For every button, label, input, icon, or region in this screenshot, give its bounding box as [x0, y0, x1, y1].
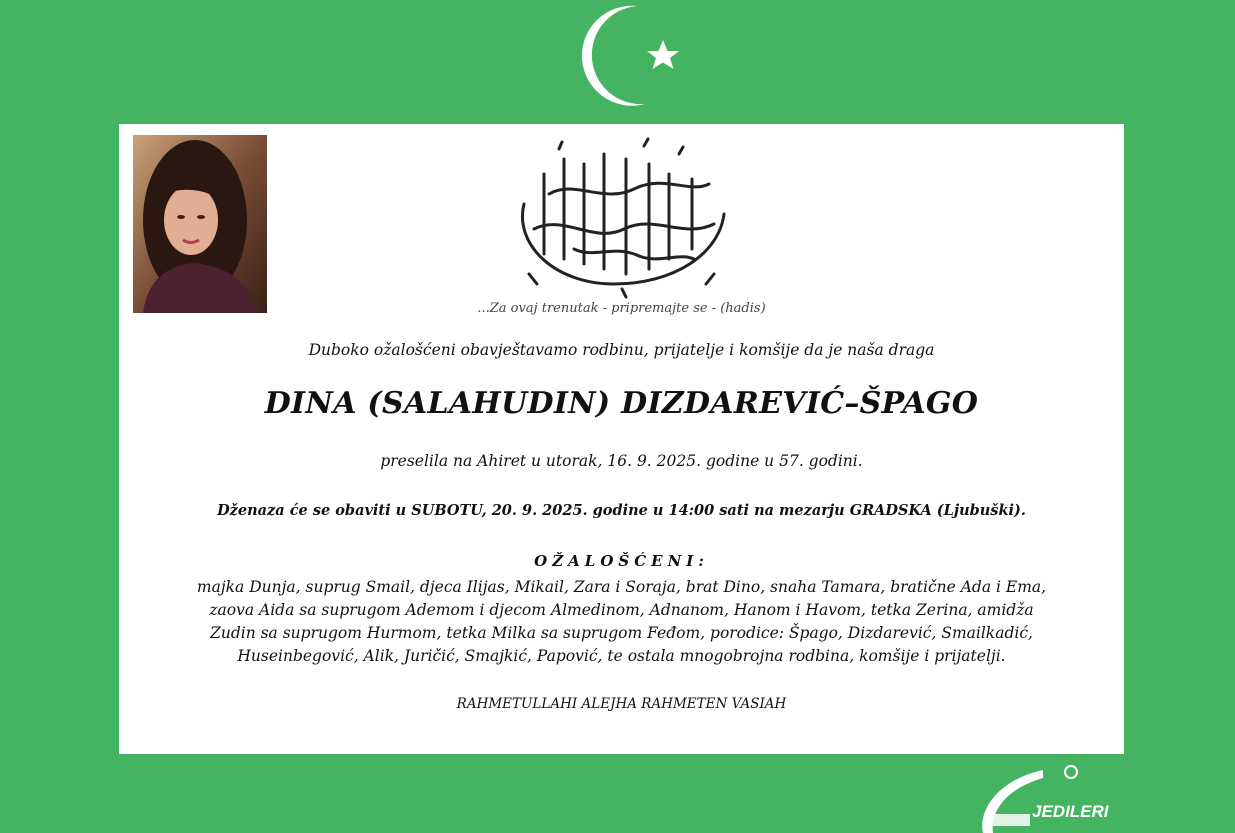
deceased-name: DINA (SALAHUDIN) DIZDAREVIĆ–ŠPAGO	[264, 386, 979, 421]
arabic-calligraphy	[504, 134, 744, 302]
funeral-details: Dženaza će se obaviti u SUBOTU, 20. 9. 2025. godine u 14:00 sati na mezarju GRADSKA (Ljubuški).	[217, 502, 1026, 519]
portrait-photo	[133, 135, 267, 313]
mourners-line: Zudin sa suprugom Hurmom, tetka Milka sa suprugom Feđom, porodice: Špago, Dizdarević, Smailkadić,	[210, 624, 1033, 642]
logo-brand: JEDILERI	[1032, 802, 1109, 821]
obituary-card	[119, 124, 1124, 754]
mourners-line: Huseinbegović, Alik, Juričić, Smajkić, Papović, te ostala mnogobrojna rodbina, komšije i prijatelji.	[237, 647, 1006, 665]
prayer-text: RAHMETULLAHI ALEJHA RAHMETEN VASIAH	[456, 696, 787, 712]
funeral-service-logo	[968, 760, 1158, 833]
mourners-heading: OŽALOŠĆENI:	[534, 552, 709, 570]
mourners-list	[119, 576, 1124, 668]
hadith-quote: ...Za ovaj trenutak - pripremajte se - (hadis)	[477, 301, 766, 316]
mourners-line: zaova Aida sa suprugom Ademom i djecom Almedinom, Adnanom, Hanom i Havom, tetka Zerina, amidža	[209, 601, 1034, 619]
mourners-line: majka Dunja, suprug Smail, djeca Ilijas, Mikail, Zara i Soraja, brat Dino, snaha Tamara, bratične Ada i Ema,	[196, 578, 1047, 596]
crescent-star-icon	[545, 0, 695, 115]
intro-text: Duboko ožalošćeni obavještavamo rodbinu, prijatelje i komšije da je naša draga	[308, 341, 935, 359]
passing-date-text: preselila na Ahiret u utorak, 16. 9. 2025. godine u 57. godini.	[380, 452, 863, 470]
